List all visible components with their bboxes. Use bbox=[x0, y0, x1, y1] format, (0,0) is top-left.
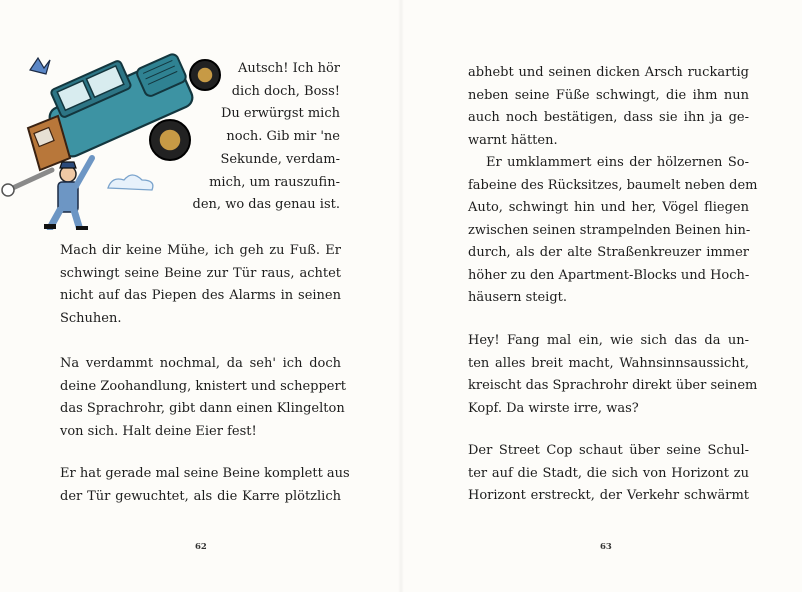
text-line: Na verdammt nochmal, da seh' ich doch bbox=[60, 356, 341, 371]
intro-text-block bbox=[178, 58, 340, 217]
text-line: Der Street Cop schaut über seine Schul- bbox=[468, 443, 749, 458]
text-line: schwingt seine Beine zur Tür raus, achtet bbox=[60, 265, 341, 281]
text-line: häusern steigt. bbox=[468, 290, 568, 305]
text-line: den, wo das genau ist. bbox=[192, 197, 340, 213]
text-line: Er hat gerade mal seine Beine komplett aus bbox=[60, 466, 350, 481]
page-number: 63 bbox=[600, 542, 612, 552]
text-line: fabeine des Rücksitzes, baumelt neben dem bbox=[468, 177, 758, 193]
text-line: Du erwürgst mich bbox=[220, 106, 340, 122]
paragraph bbox=[60, 240, 341, 330]
text-line: Kopf. Da wirste irre, was? bbox=[468, 400, 639, 416]
text-line: Horizont erstreckt, der Verkehr schwärmt bbox=[468, 488, 749, 503]
text-line: zwischen seinen strampelnden Beinen hin- bbox=[468, 222, 751, 238]
text-line: Hey! Fang mal ein, wie sich das da un- bbox=[468, 333, 749, 348]
cloud-icon bbox=[108, 175, 153, 190]
text-line: auch noch bestätigen, dass sie ihn ja ge- bbox=[468, 110, 749, 125]
page-number: 62 bbox=[195, 542, 207, 552]
text-line: mich, um rauszufin- bbox=[209, 174, 340, 190]
paragraph bbox=[60, 463, 350, 508]
text-line: Er umklammert eins der hölzernen So- bbox=[486, 155, 749, 170]
bird-icon bbox=[30, 58, 50, 74]
text-line: Mach dir keine Mühe, ich geh zu Fuß. Er bbox=[60, 243, 341, 258]
right-page bbox=[401, 0, 802, 592]
text-line: noch. Gib mir 'ne bbox=[226, 129, 340, 145]
text-line: durch, als der alte Straßenkreuzer immer bbox=[468, 245, 749, 260]
text-line: warnt hätten. bbox=[468, 132, 558, 148]
text-line: ter auf die Stadt, die sich von Horizont zu bbox=[468, 465, 749, 481]
paragraph bbox=[468, 330, 758, 420]
text-line: Autsch! Ich hör bbox=[237, 61, 340, 76]
text-line: dich doch, Boss! bbox=[231, 83, 340, 99]
text-line: das Sprachrohr, gibt dann einen Klingelton bbox=[60, 401, 345, 416]
text-line: der Tür gewuchtet, als die Karre plötzlich bbox=[60, 488, 341, 504]
text-line: höher zu den Apartment-Blocks und Hoch- bbox=[468, 267, 750, 283]
text-line: Sekunde, verdam- bbox=[220, 151, 340, 167]
text-line: neben seine Füße schwingt, die ihm nun bbox=[468, 87, 749, 103]
text-line: kreischt das Sprachrohr direkt über seinem bbox=[468, 378, 758, 393]
text-line: Schuhen. bbox=[60, 310, 122, 326]
text-line: von sich. Halt deine Eier fest! bbox=[60, 423, 257, 439]
text-line: Auto, schwingt hin und her, Vögel fliegen bbox=[468, 200, 749, 215]
paragraph bbox=[468, 440, 749, 508]
paragraph bbox=[468, 62, 749, 152]
text-line: nicht auf das Piepen des Alarms in seinen bbox=[60, 288, 341, 303]
text-line: deine Zoohandlung, knistert und scheppert bbox=[60, 378, 346, 394]
text-line: ten alles breit macht, Wahnsinnsaussicht, bbox=[468, 355, 749, 371]
paragraph bbox=[468, 152, 758, 310]
paragraph bbox=[60, 353, 346, 443]
text-line: abhebt und seinen dicken Arsch ruckartig bbox=[468, 65, 749, 80]
